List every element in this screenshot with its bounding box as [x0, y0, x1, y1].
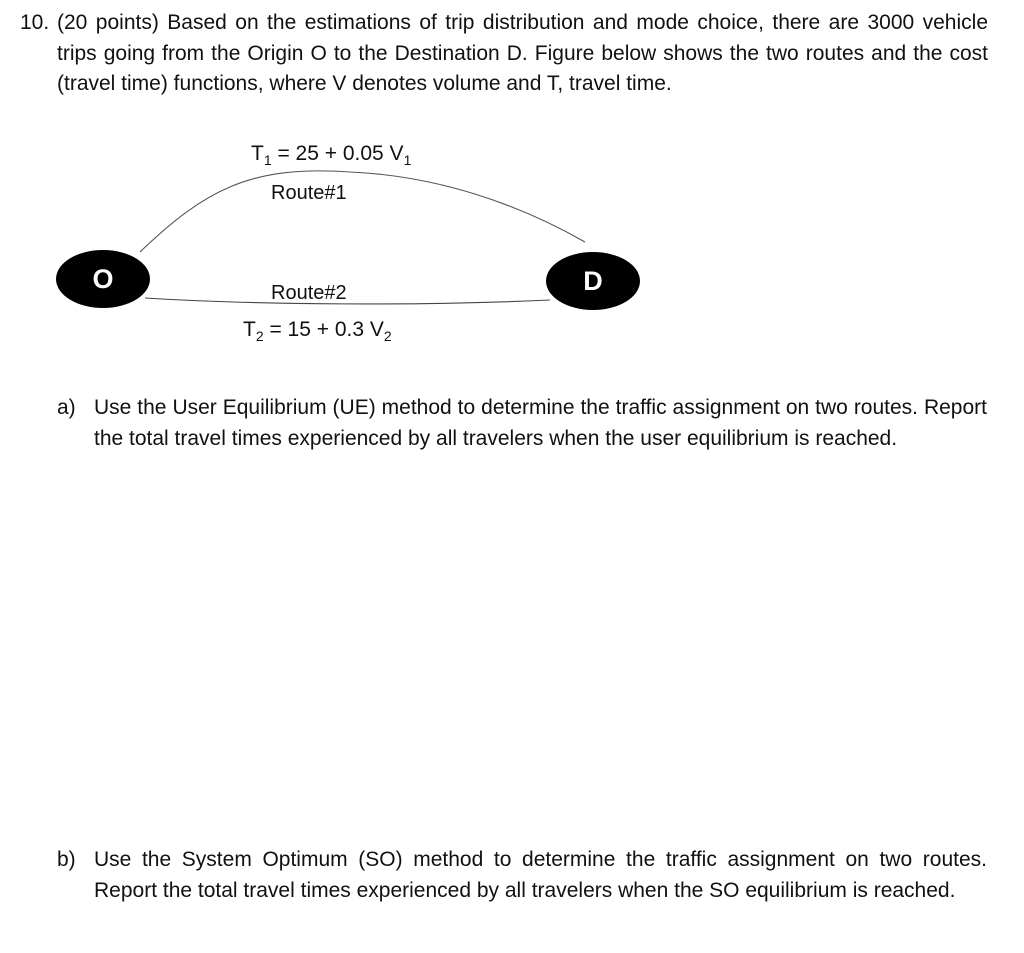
question-number: 10.: [20, 11, 50, 34]
origin-label: O: [92, 263, 114, 294]
route-1-formula: [251, 142, 411, 166]
route-1-formula-body: = 25 + 0.05 V: [271, 142, 404, 165]
part-b-marker: b): [57, 848, 76, 871]
route-2-formula-body: = 15 + 0.3 V: [263, 318, 384, 341]
route-2-line: [145, 298, 550, 304]
origin-node: [56, 250, 150, 308]
part-b: [57, 845, 987, 906]
route-1-formula-lhs: T: [251, 142, 264, 165]
destination-node: [546, 252, 640, 310]
part-a: [57, 393, 987, 454]
part-b-text: Use the System Optimum (SO) method to determine the traffic assignment on two routes. Report the total travel times experienced by all travelers when the SO equilibrium is reached.: [94, 848, 987, 902]
part-a-marker: a): [57, 396, 76, 419]
route-2-formula-rhs-sub: 2: [383, 328, 392, 344]
destination-label: D: [583, 265, 603, 296]
route-1-curve: [140, 171, 585, 252]
route-1-label: Route#1: [271, 182, 347, 204]
route-1-formula-rhs-sub: 1: [403, 152, 412, 168]
question-text: (20 points) Based on the estimations of trip distribution and mode choice, there are 3000 vehicle trips going from the Origin O to the Destination D. Figure below shows the two routes and the cost (travel time) functions, where V denotes volume and T, travel time.: [57, 11, 988, 95]
part-a-text: Use the User Equilibrium (UE) method to determine the traffic assignment on two routes. Report the total travel times experienced by all travelers when the user equilibrium is reached.: [94, 396, 987, 450]
route-2-formula-lhs-sub: 2: [255, 328, 264, 344]
route-1-formula-lhs-sub: 1: [263, 152, 272, 168]
route-2-formula-lhs: T: [243, 318, 256, 341]
route-2-label: Route#2: [271, 282, 347, 304]
route-2-formula: [243, 318, 392, 342]
